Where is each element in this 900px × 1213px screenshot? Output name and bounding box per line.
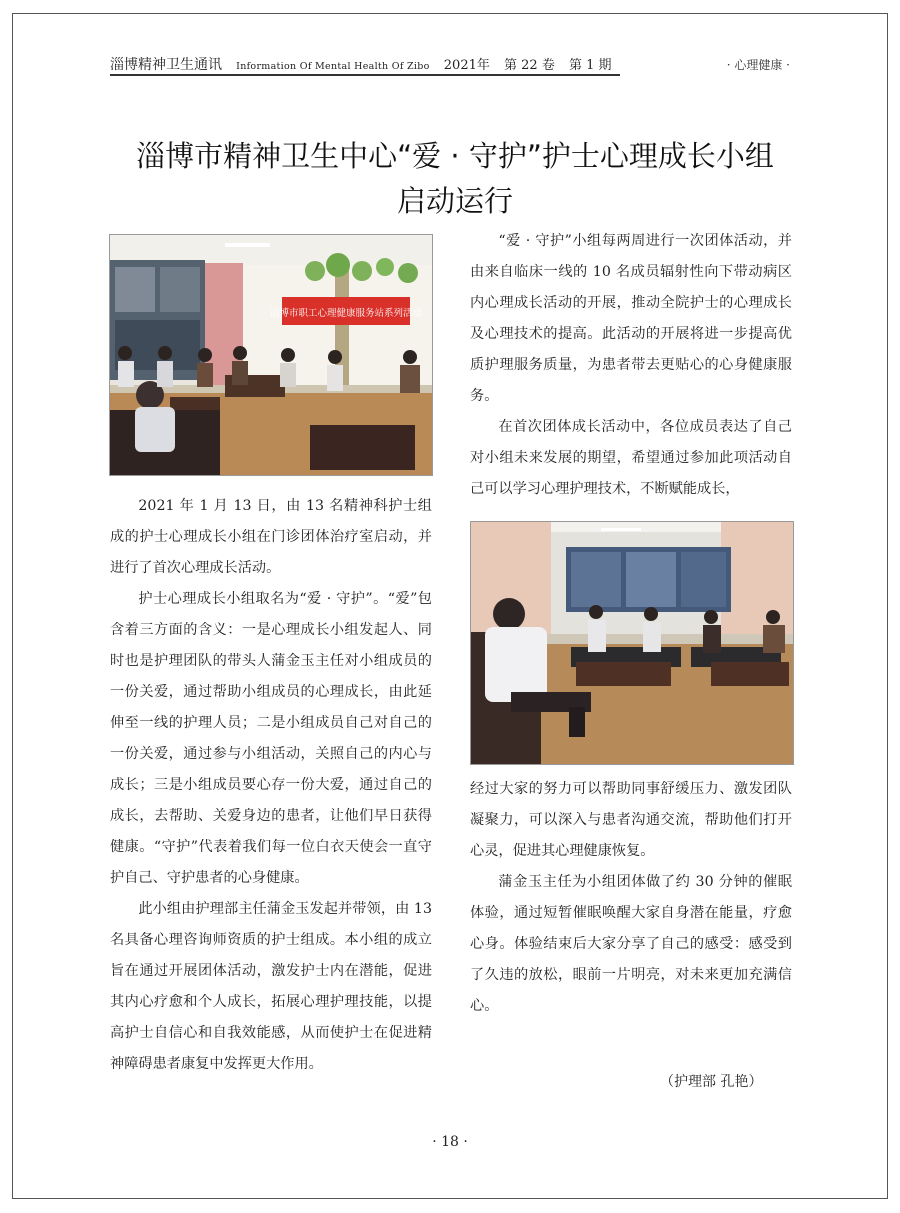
page-frame-left	[12, 13, 13, 1199]
section-label: · 心理健康 ·	[726, 58, 790, 72]
right-paragraph-2-continued: 经过大家的努力可以帮助同事舒缓压力、激发团队凝聚力，可以深入与患者沟通交流，帮助他们打开心灵，促进其心理健康恢复。	[470, 781, 792, 859]
publication-year: 2021年	[443, 58, 490, 73]
right-column-text-top	[470, 226, 792, 505]
hypnosis-session-photo	[470, 521, 794, 765]
right-paragraph-1: “爱 · 守护”小组每两周进行一次团体活动，并由来自临床一线的 10 名成员辐射性向下带动病区内心理成长活动的开展，推动全院护士的心理成长及心理技术的提高。此活动的开展将进一步提高优质护理服务质量，为患者带去更贴心的心身健康服务。	[470, 233, 792, 404]
author-signature: （护理部 孔艳）	[660, 1074, 763, 1090]
page-frame-right	[887, 13, 888, 1199]
publication-name: 淄博精神卫生通讯	[110, 57, 222, 73]
publication-english-name: Information Of Mental Health Of Zibo	[236, 61, 430, 72]
article-title	[110, 134, 800, 224]
article-title-line2: 启动运行	[396, 184, 513, 219]
right-paragraph-3: 蒲金玉主任为小组团体做了约 30 分钟的催眠体验，通过短暂催眠唤醒大家自身潜在能量，疗愈心身。体验结束后大家分享了自己的感受：感受到了久违的放松，眼前一片明亮，对未来更加充满信心。	[470, 874, 792, 1014]
page-frame-top	[12, 13, 888, 14]
left-paragraph-1: 2021 年 1 月 13 日，由 13 名精神科护士组成的护士心理成长小组在门诊团体治疗室启动，并进行了首次心理成长活动。	[110, 498, 432, 576]
left-paragraph-3: 此小组由护理部主任蒲金玉发起并带领，由 13 名具备心理咨询师资质的护士组成。本小组的成立旨在通过开展团体活动，激发护士内在潜能，促进其内心疗愈和个人成长，拓展心理护理技能，以提高护士自信心和自我效能感，从而使护士在促进精神障碍患者康复中发挥更大作用。	[110, 901, 432, 1072]
left-paragraph-2: 护士心理成长小组取名为“爱 · 守护”。“爱”包含着三方面的含义：一是心理成长小组发起人、同时也是护理团队的带头人蒲金玉主任对小组成员的一份关爱，通过帮助小组成员的心理成长，由此延伸至一线的护理人员；二是小组成员自己对自己的一份关爱，通过参与小组活动，关照自己的内心与成长；三是小组成员要心存一份大爱，通过自己的成长，去帮助、关爱身边的患者，让他们早日获得健康。“守护”代表着我们每一位白衣天使会一直守护自己、守护患者的心身健康。	[110, 591, 432, 886]
right-column-text-bottom	[470, 774, 792, 1022]
page-number: · 18 ·	[432, 1134, 468, 1150]
running-header	[110, 54, 620, 76]
publication-issue: 第 1 期	[568, 58, 612, 73]
photo1-banner-text: 淄博市职工心理健康服务站系列活动	[269, 308, 423, 319]
publication-volume: 第 22 卷	[504, 58, 555, 73]
left-column-text	[110, 491, 432, 1080]
article-title-line1: 淄博市精神卫生中心“爱 · 守护”护士心理成长小组	[136, 139, 774, 174]
meeting-room-photo	[109, 234, 433, 476]
page-frame-bottom	[12, 1198, 888, 1199]
right-paragraph-2: 在首次团体成长活动中，各位成员表达了自己对小组未来发展的期望，希望通过参加此项活动自己可以学习心理护理技术，不断赋能成长，	[470, 419, 792, 497]
